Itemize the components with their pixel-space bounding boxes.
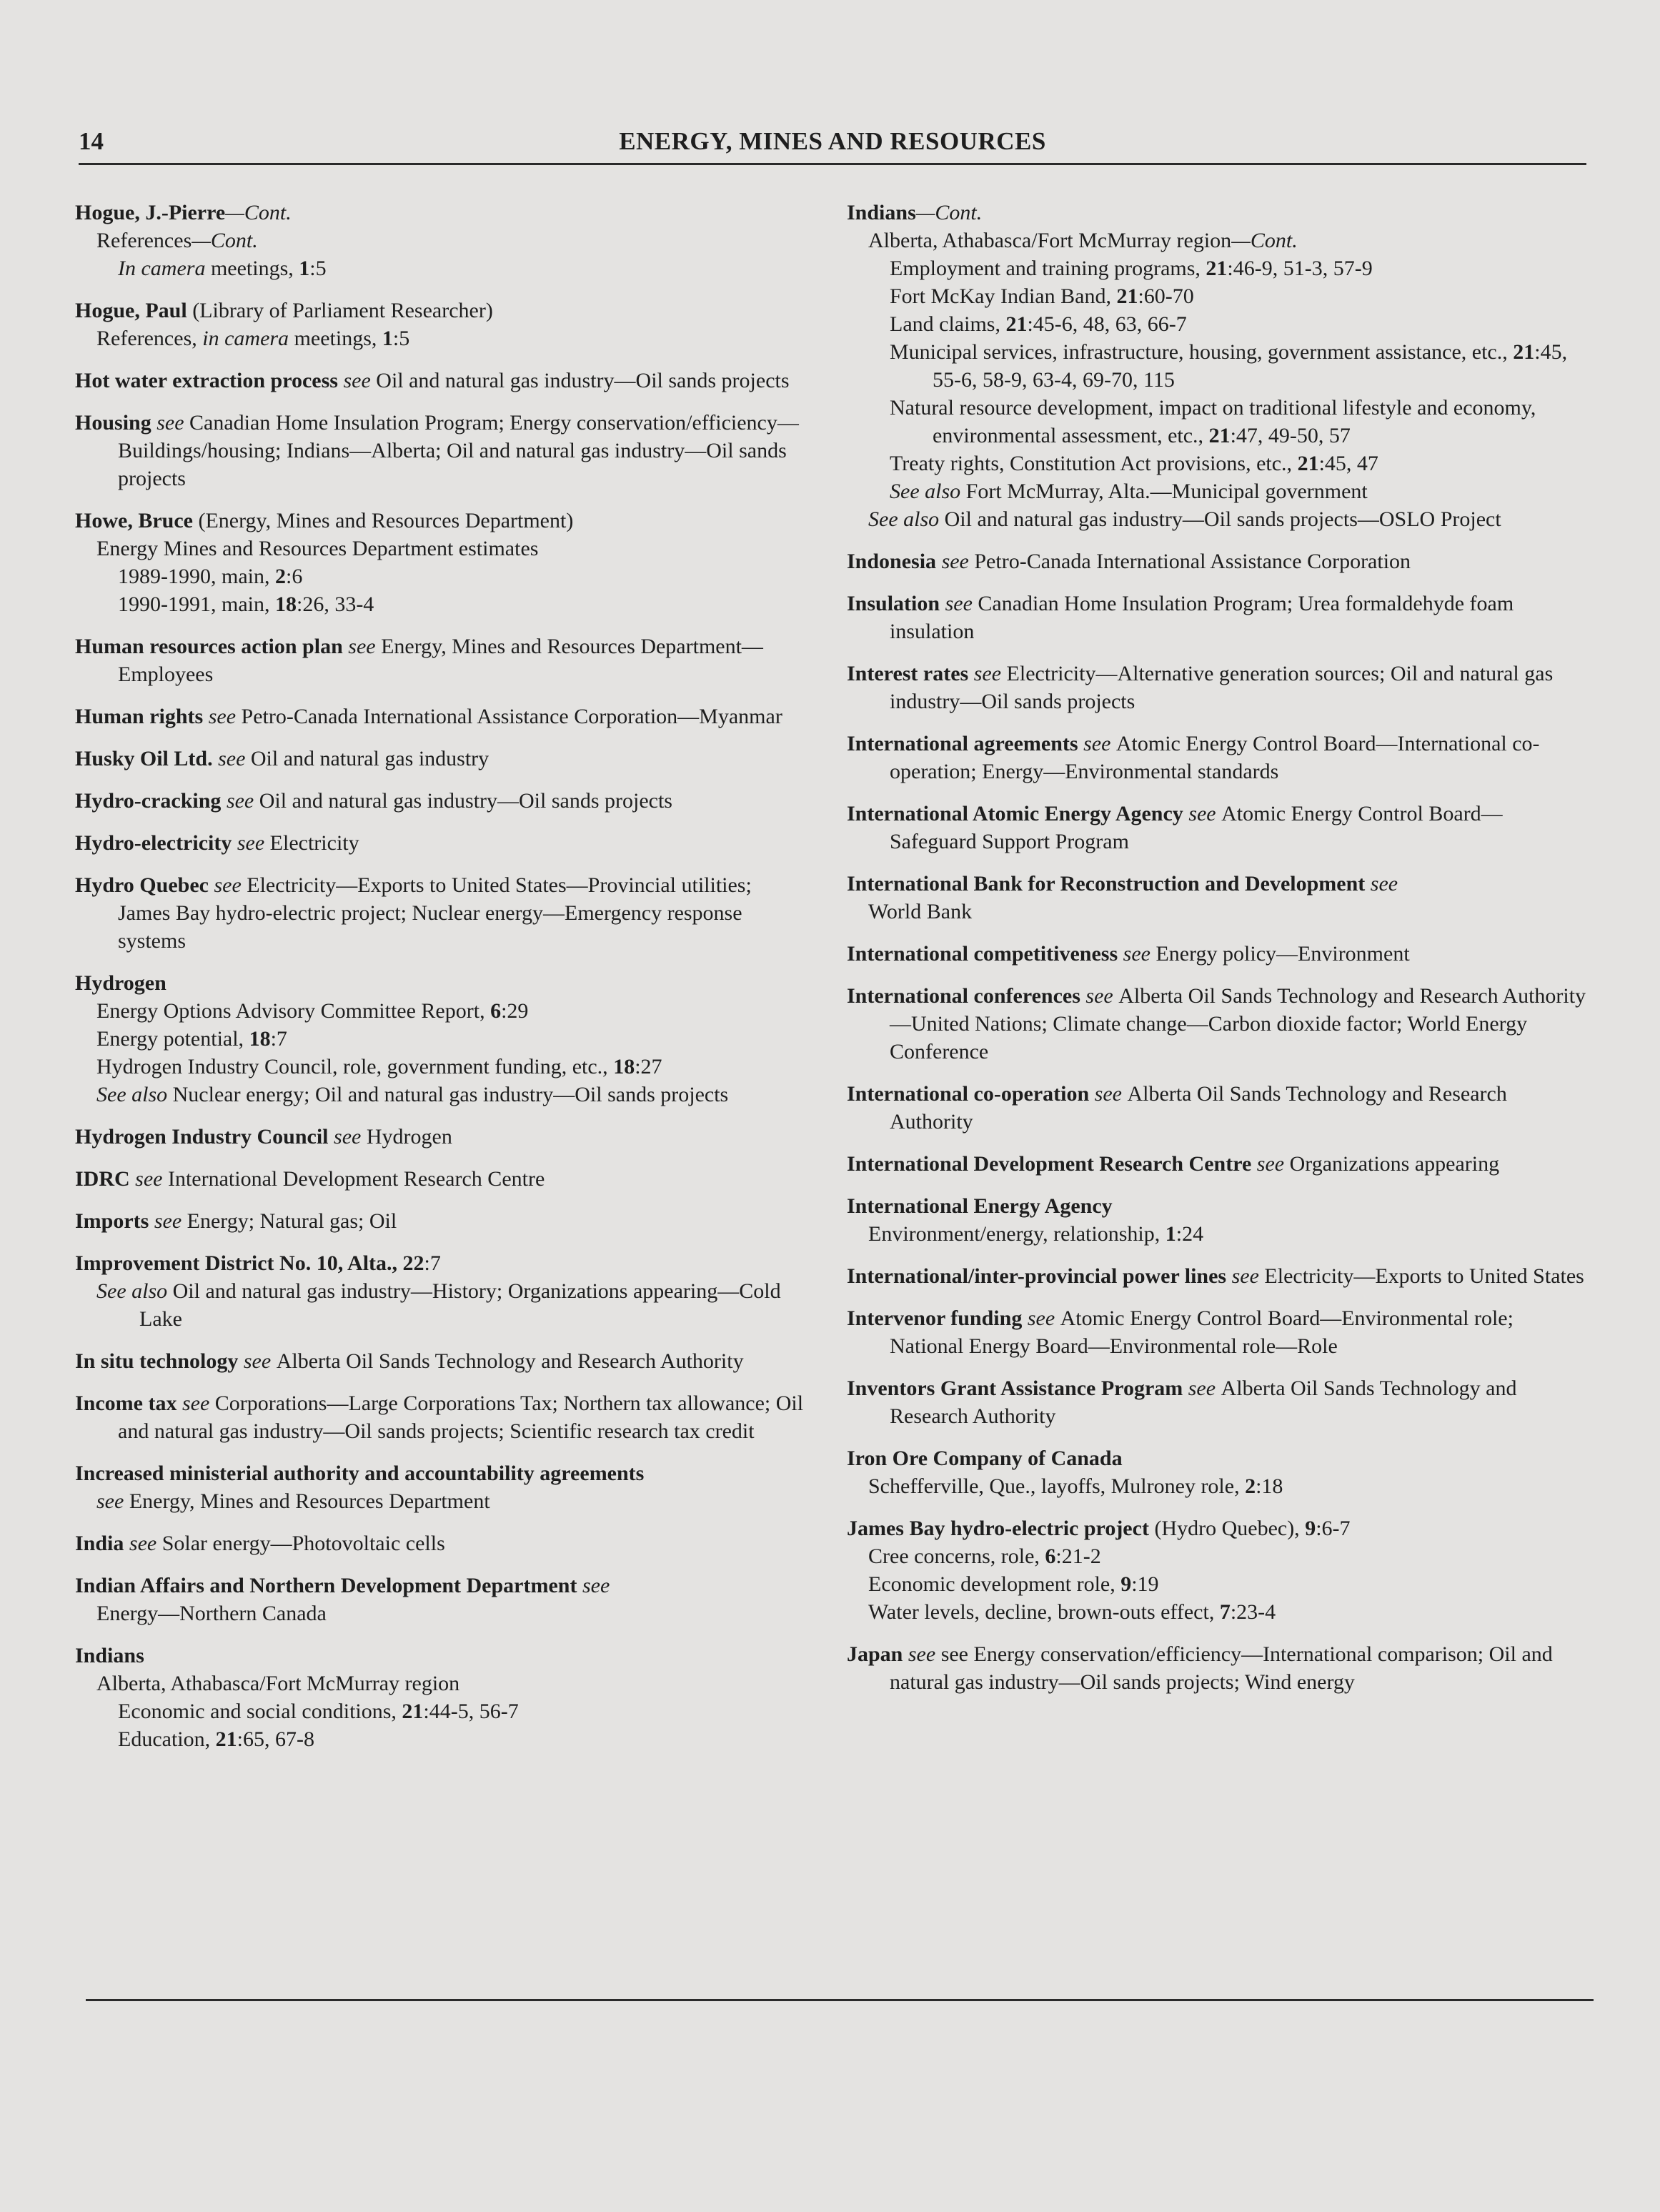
subentry: References—Cont. [96,229,258,252]
entry-heading: Hogue, Paul [75,299,187,322]
entry-heading: International agreements [847,732,1078,755]
index-entry: Husky Oil Ltd. see Oil and natural gas industry [75,747,489,770]
index-entry [75,1459,804,1515]
subentry: See also Oil and natural gas industry—Oil sands projects—OSLO Project [868,507,1501,531]
entry-heading: Indian Affairs and Northern Development Department [75,1574,577,1597]
entry-heading: Imports [75,1209,149,1233]
index-entry: Indian Affairs and Northern Development Department see Energy—Northern Canada [75,1572,804,1627]
entry-heading: Intervenor funding [847,1306,1023,1330]
entry-heading: Hogue, J.-Pierre [75,201,226,224]
entry-heading: In situ technology [75,1349,239,1373]
index-entry: Howe, Bruce (Energy, Mines and Resources Department) Energy Mines and Resources Department estimates 1989-1990, main, 2:6 1990-1991, main, 18:26, 33-4 [75,507,804,618]
index-entry: Hogue, J.-Pierre—Cont. References—Cont. In camera meetings, 1:5 [75,199,804,282]
entry-heading: Husky Oil Ltd. [75,747,213,770]
index-entry [847,1192,1586,1248]
index-entry: Hydro Quebec see Electricity—Exports to United States—Provincial utilities; James Bay hydro-electric project; Nuclear energy—Emergency response systems [75,873,752,953]
entry-heading: Hydro Quebec [75,873,209,897]
index-entry: Hydrogen Industry Council see Hydrogen [75,1125,452,1149]
subentry: Energy Mines and Resources Department estimates [96,537,539,560]
subentry: Land claims, 21:45-6, 48, 63, 66-7 [890,312,1187,336]
subentry: See also Nuclear energy; Oil and natural gas industry—Oil sands projects [96,1083,729,1106]
bottom-rule [86,1999,1594,2001]
subentry: 1990-1991, main, 18:26, 33-4 [118,592,374,616]
running-title: ENERGY, MINES AND RESOURCES [619,127,1046,155]
subentry: Treaty rights, Constitution Act provisions, etc., 21:45, 47 [890,452,1378,475]
subentry: Energy potential, 18:7 [96,1027,287,1051]
index-entry: Income tax see Corporations—Large Corporations Tax; Northern tax allowance; Oil and natural gas industry—Oil sands projects; Scientific research tax credit [75,1392,804,1443]
entry-heading: International Energy Agency [847,1194,1113,1218]
subentry: Natural resource development, impact on traditional lifestyle and economy, environmental assessment, etc., 21:47, 49-50, 57 [890,396,1536,447]
entry-heading: International Bank for Reconstruction and Development [847,872,1366,896]
subentry: Water levels, decline, brown-outs effect, 7:23-4 [868,1600,1276,1624]
index-entry [75,969,804,1109]
subentry: Energy Options Advisory Committee Report, 6:29 [96,999,529,1023]
subentry: In camera meetings, 1:5 [118,257,327,280]
entry-heading: Housing [75,411,151,435]
entry-heading: Inventors Grant Assistance Program [847,1377,1183,1400]
index-entry [847,1444,1586,1500]
index-entry: Hydro-cracking see Oil and natural gas industry—Oil sands projects [75,789,672,813]
index-entry: Japan see see Energy conservation/efficiency—International comparison; Oil and natural gas industry—Oil sands projects; Wind energy [847,1642,1553,1694]
index-entry: India see Solar energy—Photovoltaic cells [75,1532,445,1555]
subentry: World Bank [868,900,973,923]
subentry: Municipal services, infrastructure, housing, government assistance, etc., 21:45, 55-6, 58-9, 63-4, 69-70, 115 [890,340,1568,392]
entry-heading: Hydro-cracking [75,789,222,813]
subentry: Cree concerns, role, 6:21-2 [868,1544,1101,1568]
entry-heading: Increased ministerial authority and accountability agreements [75,1462,645,1485]
entry-heading: James Bay hydro-electric project [847,1517,1149,1540]
subentry: Schefferville, Que., layoffs, Mulroney role, 2:18 [868,1474,1283,1498]
index-column-right [847,199,1586,1710]
index-entry: Intervenor funding see Atomic Energy Control Board—Environmental role; National Energy Board—Environmental role—Role [847,1306,1514,1358]
index-entry: Hogue, Paul (Library of Parliament Researcher) References, in camera meetings, 1:5 [75,297,804,352]
index-entry [75,1642,804,1753]
entry-heading: Japan [847,1642,903,1666]
subentry: Employment and training programs, 21:46-9, 51-3, 57-9 [890,257,1373,280]
index-entry: Imports see Energy; Natural gas; Oil [75,1209,397,1233]
page-number: 14 [79,127,104,155]
entry-heading: Improvement District No. 10, Alta., 22 [75,1251,424,1275]
subentry: Environment/energy, relationship, 1:24 [868,1222,1204,1246]
subentry: Hydrogen Industry Council, role, government funding, etc., 18:27 [96,1055,662,1078]
entry-heading: International/inter-provincial power lines [847,1264,1227,1288]
index-entry: Hydro-electricity see Electricity [75,831,359,855]
index-entry: Improvement District No. 10, Alta., 22:7 See also Oil and natural gas industry—History; Organizations appearing—Cold Lake [75,1249,804,1333]
entry-heading: India [75,1532,124,1555]
subentry: Education, 21:65, 67-8 [118,1727,314,1751]
index-entry: Interest rates see Electricity—Alternative generation sources; Oil and natural gas industry—Oil sands projects [847,662,1554,713]
index-entry: Human resources action plan see Energy, Mines and Resources Department—Employees [75,635,763,686]
subentry: See also Oil and natural gas industry—History; Organizations appearing—Cold Lake [96,1279,781,1331]
entry-heading: Howe, Bruce [75,509,193,532]
page-header [79,123,1586,165]
index-entry: Housing see Canadian Home Insulation Program; Energy conservation/efficiency—Buildings/housing; Indians—Alberta; Oil and natural gas industry—Oil sands projects [75,411,799,490]
subentry: See also Fort McMurray, Alta.—Municipal government [890,480,1368,503]
index-entry: James Bay hydro-electric project (Hydro Quebec), 9:6-7 Cree concerns, role, 6:21-2 Economic development role, 9:19 Water levels, decline, brown-outs effect, 7:23-4 [847,1514,1586,1626]
index-entry: Indonesia see Petro-Canada International Assistance Corporation [847,550,1411,573]
index-entry: In situ technology see Alberta Oil Sands Technology and Research Authority [75,1349,744,1373]
subentry: Alberta, Athabasca/Fort McMurray region—Cont. [868,229,1298,252]
entry-heading: Indians [75,1644,144,1667]
index-entry: International Atomic Energy Agency see Atomic Energy Control Board—Safeguard Support Program [847,802,1503,853]
subentry: Alberta, Athabasca/Fort McMurray region [96,1672,460,1695]
entry-heading: International co-operation [847,1082,1090,1106]
entry-heading: Human resources action plan [75,635,343,658]
entry-heading: Hot water extraction process [75,369,338,392]
entry-heading: Interest rates [847,662,969,685]
index-entry: Inventors Grant Assistance Program see Alberta Oil Sands Technology and Research Authority [847,1377,1517,1428]
entry-heading: Hydrogen Industry Council [75,1125,329,1149]
entry-heading: International Development Research Centre [847,1152,1252,1176]
index-entry: International Bank for Reconstruction and Development see World Bank [847,870,1586,926]
index-entry: International Development Research Centre see Organizations appearing [847,1152,1500,1176]
index-entry: International/inter-provincial power lines see Electricity—Exports to United States [847,1264,1584,1288]
subentry: References, in camera meetings, 1:5 [96,327,410,350]
subentry: see Energy, Mines and Resources Department [96,1489,490,1513]
entry-heading: Iron Ore Company of Canada [847,1447,1123,1470]
index-entry: International agreements see Atomic Energy Control Board—International co-operation; Energy—Environmental standards [847,732,1540,783]
entry-heading: International competitiveness [847,942,1118,966]
entry-heading: Hydro-electricity [75,831,232,855]
subentry: 1989-1990, main, 2:6 [118,565,303,588]
entry-heading: International Atomic Energy Agency [847,802,1183,825]
index-entry: Insulation see Canadian Home Insulation Program; Urea formaldehyde foam insulation [847,592,1514,643]
subentry: Fort McKay Indian Band, 21:60-70 [890,284,1194,308]
index-entry: International co-operation see Alberta Oil Sands Technology and Research Authority [847,1082,1507,1134]
index-entry: IDRC see International Development Research Centre [75,1167,545,1191]
entry-heading: Human rights [75,705,204,728]
entry-heading: IDRC [75,1167,130,1191]
subentry: Economic and social conditions, 21:44-5, 56-7 [118,1700,519,1723]
entry-heading: Insulation [847,592,940,615]
index-entry: Human rights see Petro-Canada International Assistance Corporation—Myanmar [75,705,782,728]
index-entry: Indians—Cont. Alberta, Athabasca/Fort McMurray region—Cont. Employment and training programs, 21:46-9, 51-3, 57-9 Fort McKay Indian Band, 21:60-70 Land claims, 21:45-6, 48, 63, 66-7 Municipal services, infrastructure, housing, government assistance, etc., 21:45, 55-6, 58-9, 63-4, 69-70, 115 Natural resource development, impact on traditional lifestyle and economy, environmental assessment, etc., 21:47, 49-50, 57 Treaty rights, Constitution Act provisions, etc., 21:45, 47 See also Fort McMurray, Alta.—Municipal government See also Oil and natural gas industry—Oil sands projects—OSLO Project [847,199,1586,533]
entry-heading: Income tax [75,1392,177,1415]
index-column-left [75,199,804,1767]
entry-heading: Indians [847,201,916,224]
subentry: Economic development role, 9:19 [868,1572,1159,1596]
index-entry: International conferences see Alberta Oil Sands Technology and Research Authority—United Nations; Climate change—Carbon dioxide factor; World Energy Conference [847,984,1586,1063]
entry-heading: International conferences [847,984,1080,1008]
entry-heading: Hydrogen [75,971,167,995]
index-entry: Hot water extraction process see Oil and natural gas industry—Oil sands projects [75,369,790,392]
entry-heading: Indonesia [847,550,937,573]
subentry: Energy—Northern Canada [96,1602,327,1625]
index-entry: International competitiveness see Energy policy—Environment [847,942,1410,966]
